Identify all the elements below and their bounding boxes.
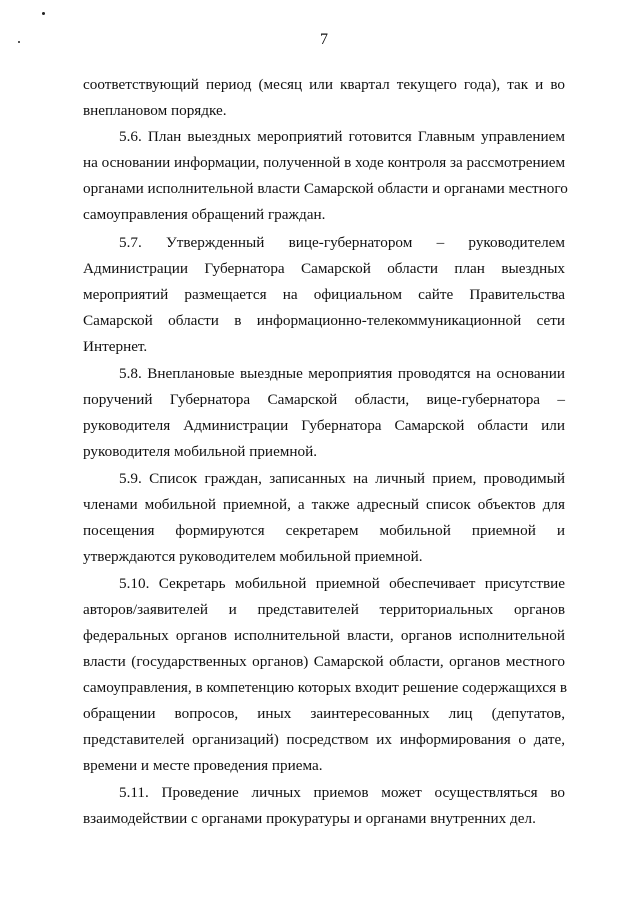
text-line: Самарской области в информационно-телекоммуникационной сети [83,312,565,329]
text-line: 5.10. Секретарь мобильной приемной обеспечивает присутствие [119,575,565,592]
text-line: 5.11. Проведение личных приемов может осуществляться во [119,784,565,801]
text-line: времени и месте проведения приема. [83,757,323,774]
text-line: руководителя Администрации Губернатора Самарской области или [83,417,565,434]
text-line: власти (государственных органов) Самарской области, органов местного [83,653,565,670]
page-number: 7 [320,31,328,48]
scan-speck [42,12,45,15]
text-line: 5.6. План выездных мероприятий готовится Главным управлением [119,128,565,145]
text-line: органами исполнительной власти Самарской области и органами местного [83,180,568,197]
text-line: обращении вопросов, иных заинтересованных лиц (депутатов, [83,705,565,722]
text-line: мероприятий размещается на официальном сайте Правительства [83,286,565,303]
text-line: 5.8. Внеплановые выездные мероприятия проводятся на основании [119,365,565,382]
text-line: руководителя мобильной приемной. [83,443,318,460]
text-line: соответствующий период (месяц или квартал текущего года), так и во [83,76,565,93]
text-line: авторов/заявителей и представителей территориальных органов [83,601,565,618]
text-line: Администрации Губернатора Самарской области план выездных [83,260,565,277]
text-line: самоуправления, в компетенцию которых входит решение содержащихся в [83,679,568,696]
text-line: 5.7. Утвержденный вице-губернатором – руководителем [119,234,565,251]
text-line: утверждаются руководителем мобильной приемной. [83,548,423,565]
text-line: внеплановом порядке. [83,102,227,119]
text-line: поручений Губернатора Самарской области, вице-губернатора – [83,391,565,408]
text-line: на основании информации, полученной в ходе контроля за рассмотрением [83,154,566,171]
text-line: взаимодействии с органами прокуратуры и органами внутренних дел. [83,810,536,827]
text-line: самоуправления обращений граждан. [83,206,326,223]
text-line: посещения формируются секретарем мобильной приемной и [83,522,565,539]
text-line: членами мобильной приемной, а также адресный список объектов для [83,496,565,513]
text-line: представителей организаций) посредством их информирования о дате, [83,731,565,748]
text-line: федеральных органов исполнительной власти, органов исполнительной [83,627,565,644]
text-line: Интернет. [83,338,148,355]
text-line: 5.9. Список граждан, записанных на личный прием, проводимый [119,470,565,487]
